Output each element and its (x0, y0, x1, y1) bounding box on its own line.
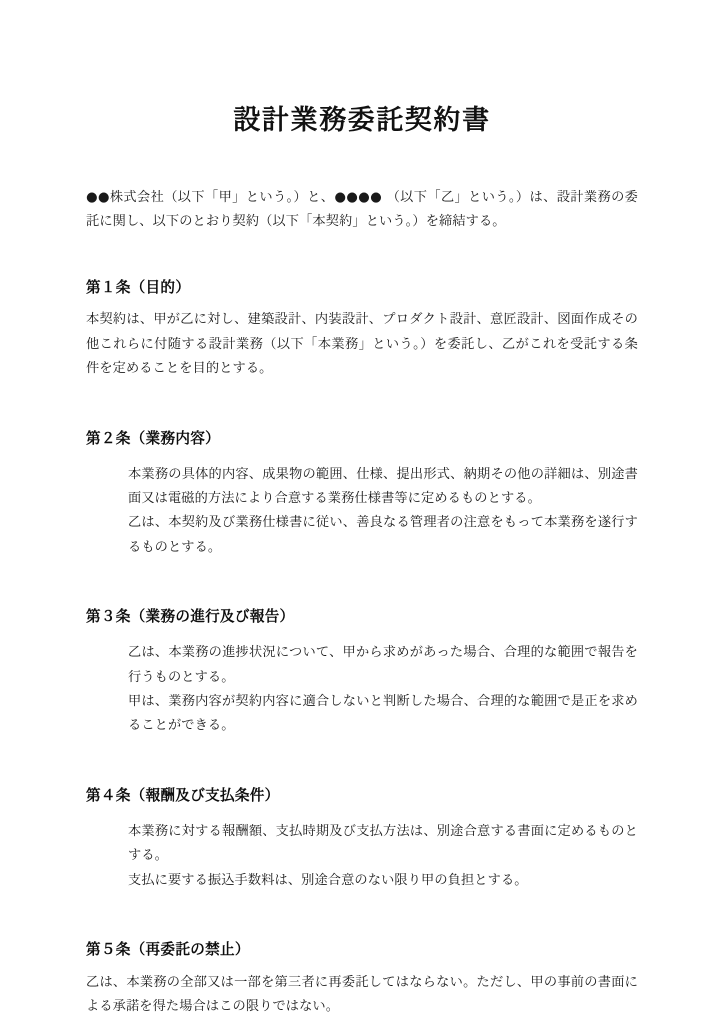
article-section-1 (86, 235, 638, 382)
article-body-5 (86, 961, 638, 1020)
article-heading-3: 第３条（業務の進行及び報告） (86, 608, 295, 626)
article-body-4 (86, 807, 638, 893)
article-paragraph: 甲は、業務内容が契約内容に適合しないと判断した場合、合理的な範囲で是正を求めることができる。 (128, 694, 638, 734)
article-paragraph: 本業務の具体的内容、成果物の範囲、仕様、提出形式、納期その他の詳細は、別途書面又は電磁的方法により合意する業務仕様書等に定めるものとする。 (128, 466, 638, 507)
article-section-4 (86, 739, 638, 893)
preamble-paragraph: ●●株式会社（以下「甲」という。）と、●●●● （以下「乙」という。）は、設計業務の委託に関し、以下のとおり契約（以下「本契約」という。）を締結する。 (86, 189, 638, 230)
article-paragraph: 乙は、本契約及び業務仕様書に従い、善良なる管理者の注意をもって本業務を遂行するものとする。 (128, 515, 638, 555)
article-paragraph: 乙は、本業務の全部又は一部を第三者に再委託してはならない。ただし、甲の事前の書面による承諾を得た場合はこの限りではない。 (86, 974, 638, 1015)
article-body-1 (86, 298, 638, 381)
article-heading-1: 第１条（目的） (86, 278, 191, 296)
article-heading-5: 第５条（再委託の禁止） (86, 941, 250, 959)
article-heading-4: 第４条（報酬及び支払条件） (86, 786, 280, 804)
article-paragraph: 支払に要する振込手数料は、別途合意のない限り甲の負担とする。 (128, 872, 528, 888)
article-section-2 (86, 382, 638, 561)
article-paragraph: 本契約は、甲が乙に対し、建築設計、内装設計、プロダクト設計、意匠設計、図面作成その他これらに付随する設計業務（以下「本業務」という。）を委託し、乙がこれを受託する条件を定めることを目的とする。 (86, 312, 638, 377)
article-heading-2: 第２条（業務内容） (86, 429, 220, 447)
document-content (86, 0, 638, 1020)
article-body-2 (86, 450, 638, 561)
page-title: 設計業務委託契約書 (233, 105, 491, 136)
article-paragraph: 乙は、本業務の進捗状況について、甲から求めがあった場合、合理的な範囲で報告を行うものとする。 (128, 645, 638, 685)
article-body-3 (86, 628, 638, 739)
article-paragraph: 本業務に対する報酬額、支払時期及び支払方法は、別途合意する書面に定めるものとする。 (128, 823, 638, 864)
article-section-3 (86, 560, 638, 739)
article-section-5 (86, 893, 638, 1020)
